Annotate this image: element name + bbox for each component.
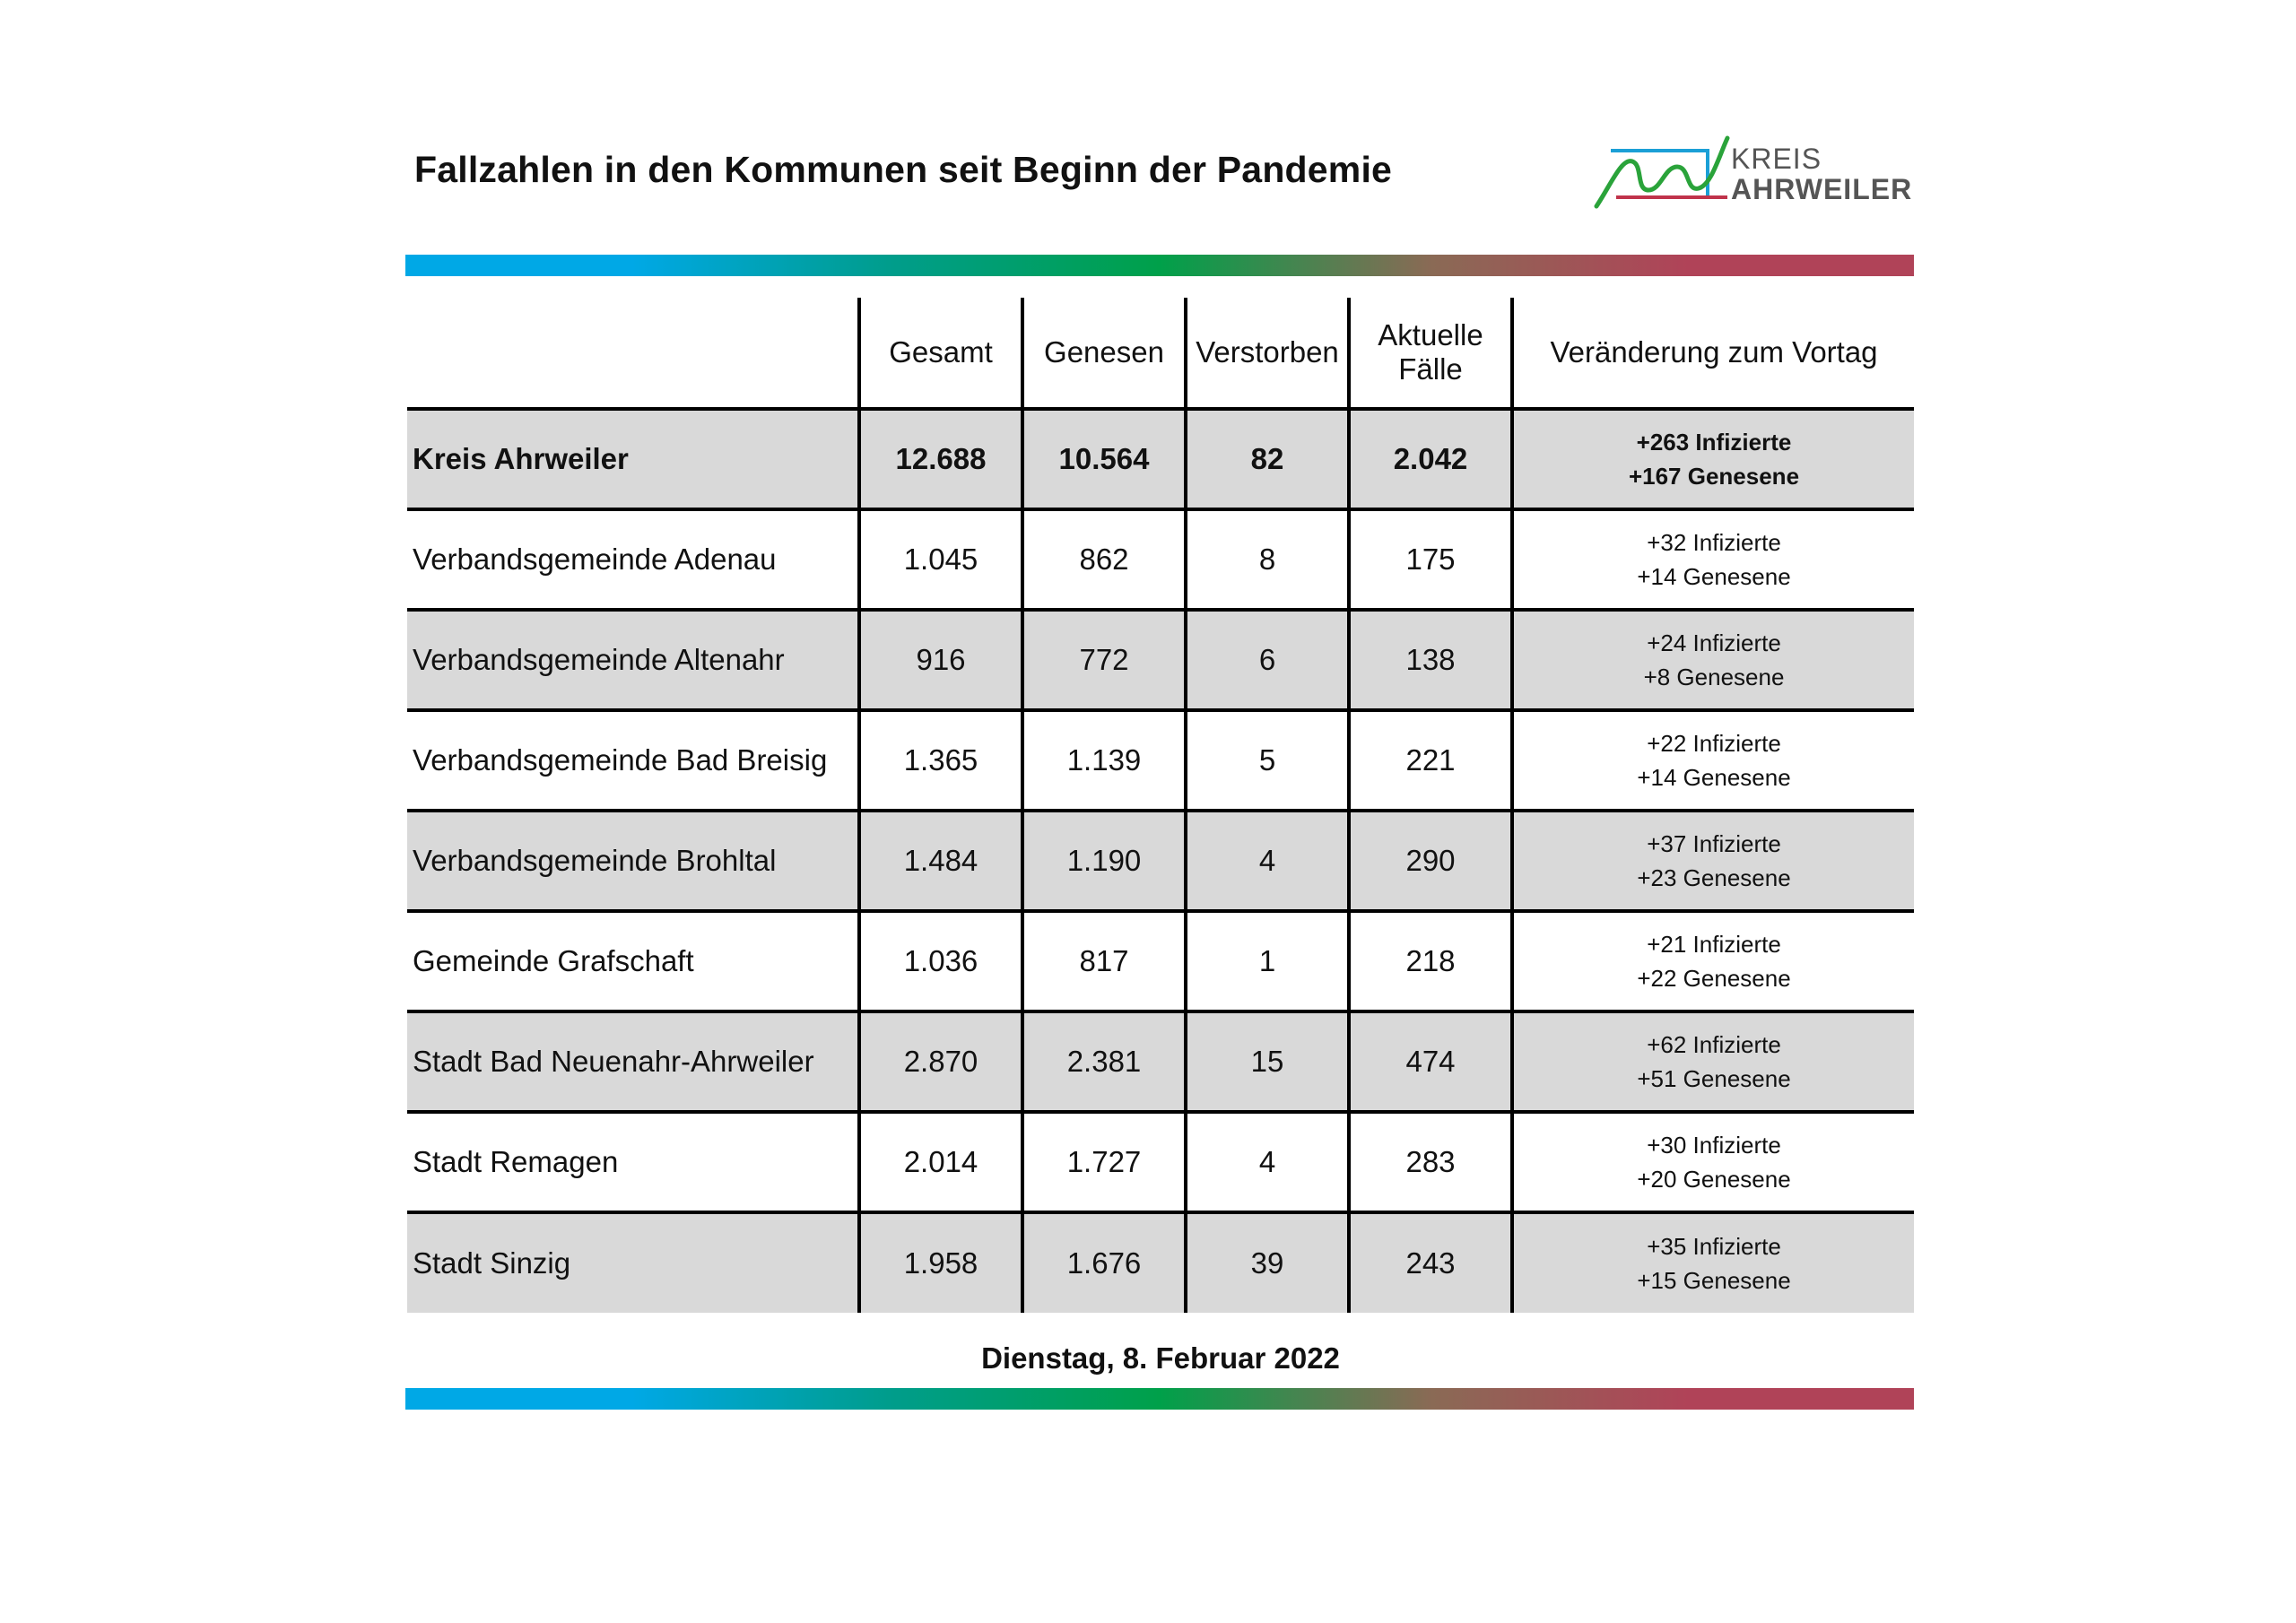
delta-infizierte: +22 Infizierte — [1647, 730, 1781, 757]
header-gesamt: Gesamt — [859, 298, 1022, 409]
row-name: Stadt Remagen — [407, 1112, 859, 1212]
cell-gesamt: 1.484 — [859, 811, 1022, 911]
cell-gesamt: 1.958 — [859, 1212, 1022, 1313]
row-name: Verbandsgemeinde Brohltal — [407, 811, 859, 911]
cell-gesamt: 1.036 — [859, 911, 1022, 1011]
cell-genesen: 817 — [1022, 911, 1186, 1011]
row-name: Verbandsgemeinde Adenau — [407, 509, 859, 610]
cell-genesen: 1.676 — [1022, 1212, 1186, 1313]
cell-genesen: 862 — [1022, 509, 1186, 610]
delta-genesene: +14 Genesene — [1637, 563, 1791, 590]
cell-aktuell: 2.042 — [1349, 409, 1512, 509]
logo-text-kreis: KREIS — [1731, 143, 1822, 175]
table-row — [407, 1011, 1914, 1112]
cell-aktuell: 221 — [1349, 710, 1512, 811]
header-aktuelle-line2: Fälle — [1398, 352, 1463, 386]
cell-veraenderung — [1512, 1112, 1914, 1212]
cell-veraenderung — [1512, 509, 1914, 610]
delta-genesene: +23 Genesene — [1637, 864, 1791, 891]
cell-verstorben: 15 — [1186, 1011, 1349, 1112]
cell-veraenderung — [1512, 610, 1914, 710]
table-row — [407, 1212, 1914, 1313]
delta-infizierte: +35 Infizierte — [1647, 1233, 1781, 1260]
logo-text-ahrweiler: AHRWEILER — [1731, 173, 1913, 205]
cell-genesen: 1.727 — [1022, 1112, 1186, 1212]
cell-gesamt: 1.365 — [859, 710, 1022, 811]
logo-text — [1731, 143, 1912, 204]
bottom-gradient-bar — [405, 1388, 1914, 1410]
cell-gesamt: 916 — [859, 610, 1022, 710]
delta-infizierte: +24 Infizierte — [1647, 629, 1781, 656]
cell-verstorben: 1 — [1186, 911, 1349, 1011]
cell-gesamt: 2.870 — [859, 1011, 1022, 1112]
header-name — [407, 298, 859, 409]
delta-genesene: +51 Genesene — [1637, 1065, 1791, 1092]
header-verstorben: Verstorben — [1186, 298, 1349, 409]
header-veraenderung: Veränderung zum Vortag — [1512, 298, 1914, 409]
row-name: Kreis Ahrweiler — [407, 409, 859, 509]
row-name: Stadt Bad Neuenahr-Ahrweiler — [407, 1011, 859, 1112]
cell-veraenderung — [1512, 911, 1914, 1011]
table-row — [407, 409, 1914, 509]
cell-veraenderung — [1512, 811, 1914, 911]
table-row — [407, 911, 1914, 1011]
cell-genesen: 772 — [1022, 610, 1186, 710]
delta-infizierte: +62 Infizierte — [1647, 1031, 1781, 1058]
header-genesen: Genesen — [1022, 298, 1186, 409]
row-name: Gemeinde Grafschaft — [407, 911, 859, 1011]
case-table — [407, 298, 1914, 1313]
cell-verstorben: 5 — [1186, 710, 1349, 811]
cell-aktuell: 283 — [1349, 1112, 1512, 1212]
delta-infizierte: +30 Infizierte — [1647, 1132, 1781, 1159]
row-name: Stadt Sinzig — [407, 1212, 859, 1313]
delta-genesene: +20 Genesene — [1637, 1166, 1791, 1193]
page-title: Fallzahlen in den Kommunen seit Beginn der Pandemie — [414, 149, 1393, 190]
top-gradient-bar — [405, 255, 1914, 276]
cell-verstorben: 82 — [1186, 409, 1349, 509]
table-row — [407, 509, 1914, 610]
header-aktuelle-line1: Aktuelle — [1378, 318, 1483, 352]
table-header-row — [407, 298, 1914, 409]
cell-verstorben: 8 — [1186, 509, 1349, 610]
table-row — [407, 710, 1914, 811]
cell-aktuell: 290 — [1349, 811, 1512, 911]
cell-aktuell: 243 — [1349, 1212, 1512, 1313]
delta-genesene: +167 Genesene — [1628, 463, 1800, 490]
cell-veraenderung — [1512, 710, 1914, 811]
table-row — [407, 1112, 1914, 1212]
delta-infizierte: +37 Infizierte — [1647, 830, 1781, 857]
cell-genesen: 1.190 — [1022, 811, 1186, 911]
cell-veraenderung — [1512, 1011, 1914, 1112]
cell-aktuell: 218 — [1349, 911, 1512, 1011]
cell-gesamt: 12.688 — [859, 409, 1022, 509]
cell-veraenderung — [1512, 1212, 1914, 1313]
header-aktuelle-faelle — [1349, 298, 1512, 409]
delta-infizierte: +32 Infizierte — [1647, 529, 1781, 556]
report-date: Dienstag, 8. Februar 2022 — [981, 1341, 1340, 1375]
row-name: Verbandsgemeinde Altenahr — [407, 610, 859, 710]
delta-genesene: +14 Genesene — [1637, 764, 1791, 791]
table-row — [407, 610, 1914, 710]
cell-veraenderung — [1512, 409, 1914, 509]
delta-infizierte: +263 Infizierte — [1636, 429, 1792, 456]
cell-verstorben: 4 — [1186, 1112, 1349, 1212]
cell-gesamt: 2.014 — [859, 1112, 1022, 1212]
delta-genesene: +15 Genesene — [1637, 1267, 1791, 1294]
cell-gesamt: 1.045 — [859, 509, 1022, 610]
cell-verstorben: 6 — [1186, 610, 1349, 710]
cell-genesen: 2.381 — [1022, 1011, 1186, 1112]
cell-genesen: 1.139 — [1022, 710, 1186, 811]
delta-genesene: +8 Genesene — [1643, 664, 1785, 690]
cell-genesen: 10.564 — [1022, 409, 1186, 509]
cell-aktuell: 138 — [1349, 610, 1512, 710]
cell-aktuell: 474 — [1349, 1011, 1512, 1112]
row-name: Verbandsgemeinde Bad Breisig — [407, 710, 859, 811]
cell-aktuell: 175 — [1349, 509, 1512, 610]
delta-genesene: +22 Genesene — [1637, 965, 1791, 992]
table-row — [407, 811, 1914, 911]
delta-infizierte: +21 Infizierte — [1647, 931, 1781, 958]
cell-verstorben: 39 — [1186, 1212, 1349, 1313]
cell-verstorben: 4 — [1186, 811, 1349, 911]
